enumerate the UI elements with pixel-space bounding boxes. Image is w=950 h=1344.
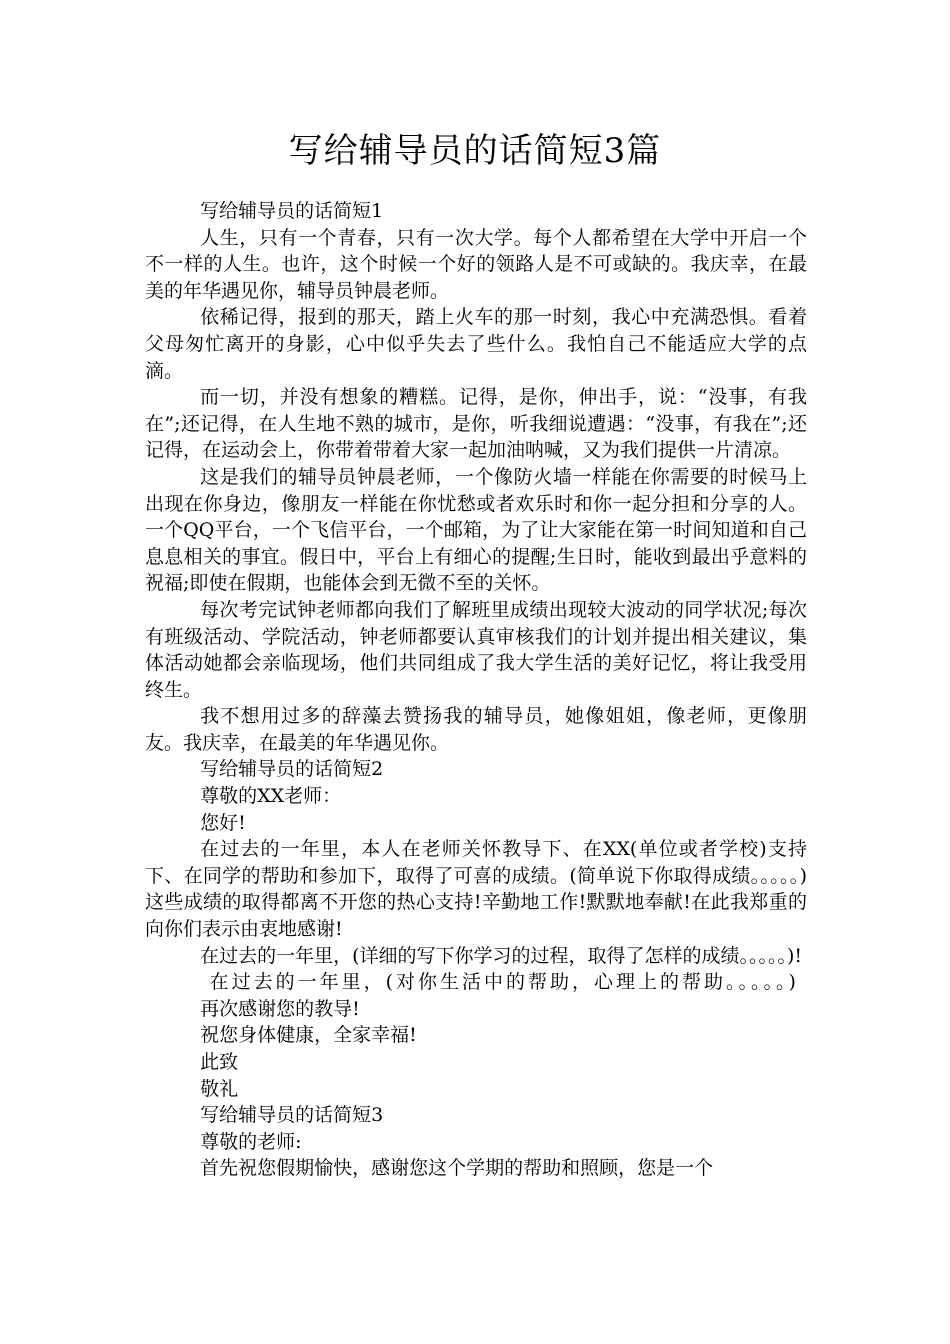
document-title: 写给辅导员的话简短3篇 xyxy=(288,131,662,171)
paragraph: 在过去的一年里，(详细的写下你学习的过程，取得了怎样的成绩。。。。。)! xyxy=(200,944,803,967)
paragraph: 首先祝您假期愉快，感谢您这个学期的帮助和照顾，您是一个 xyxy=(200,1157,714,1180)
salutation: 尊敬的XX老师： xyxy=(200,785,342,808)
closing: 此致 xyxy=(200,1051,239,1073)
salutation: 尊敬的老师: xyxy=(200,1130,302,1153)
paragraph: 在过去的一年里，(对你生活中的帮助，心理上的帮助。。。。。) xyxy=(209,971,799,994)
paragraph: 人生，只有一个青春，只有一次大学。每个人都希望在大学中开启一个不一样的人生。也许，这个时候一个好的领路人是不可或缺的。我庆幸，在最美的年华遇见你，辅导员钟晨老师。 xyxy=(145,226,807,302)
section-heading-1: 写给辅导员的话简短1 xyxy=(200,200,384,222)
greeting: 您好! xyxy=(200,811,246,834)
paragraph: 每次考完试钟老师都向我们了解班里成绩出现较大波动的同学状况;每次有班级活动、学院活动，钟老师都要认真审核我们的计划并提出相关建议，集体活动她都会亲临现场，他们共同组成了我大学生活的美好记忆，将让我受用终生。 xyxy=(145,598,807,701)
paragraph: 祝您身体健康，全家幸福! xyxy=(200,1024,417,1047)
section-heading-3: 写给辅导员的话简短3 xyxy=(200,1104,384,1127)
document-body xyxy=(145,198,807,1182)
paragraph: 我不想用过多的辞藻去赞扬我的辅导员，她像姐姐，像老师，更像朋友。我庆幸，在最美的年华遇见你。 xyxy=(145,705,807,754)
section-heading-2: 写给辅导员的话简短2 xyxy=(200,758,384,781)
paragraph: 依稀记得，报到的那天，踏上火车的那一时刻，我心中充满恐惧。看着父母匆忙离开的身影，心中似乎失去了些什么。我怕自己不能适应大学的点滴。 xyxy=(145,306,807,382)
paragraph: 再次感谢您的教导! xyxy=(200,997,360,1020)
paragraph: 这是我们的辅导员钟晨老师，一个像防火墙一样能在你需要的时候马上出现在你身边，像朋友一样能在你忧愁或者欢乐时和你一起分担和分享的人。一个QQ平台，一个飞信平台，一个邮箱，为了让大家能在第一时间知道和自己息息相关的事宜。假日中，平台上有细心的提醒;生日时，能收到最出乎意料的祝福;即使在假期，也能体会到无微不至的关怀。 xyxy=(145,465,807,595)
paragraph: 在过去的一年里，本人在老师关怀教导下、在XX(单位或者学校)支持下、在同学的帮助和参加下，取得了可喜的成绩。(简单说下你取得成绩。。。。。)这些成绩的取得都离不开您的热心支持!辛勤地工作!默默地奉献!在此我郑重的向你们表示由衷地感谢! xyxy=(145,838,807,941)
paragraph: 而一切，并没有想象的糟糕。记得，是你，伸出手，说：“没事，有我在”;还记得，在人生地不熟的城市，是你，听我细说遭遇：“没事，有我在”;还记得，在运动会上，你带着带着大家一起加油呐喊，又为我们提供一片清凉。 xyxy=(145,386,807,462)
closing: 敬礼 xyxy=(200,1077,239,1100)
